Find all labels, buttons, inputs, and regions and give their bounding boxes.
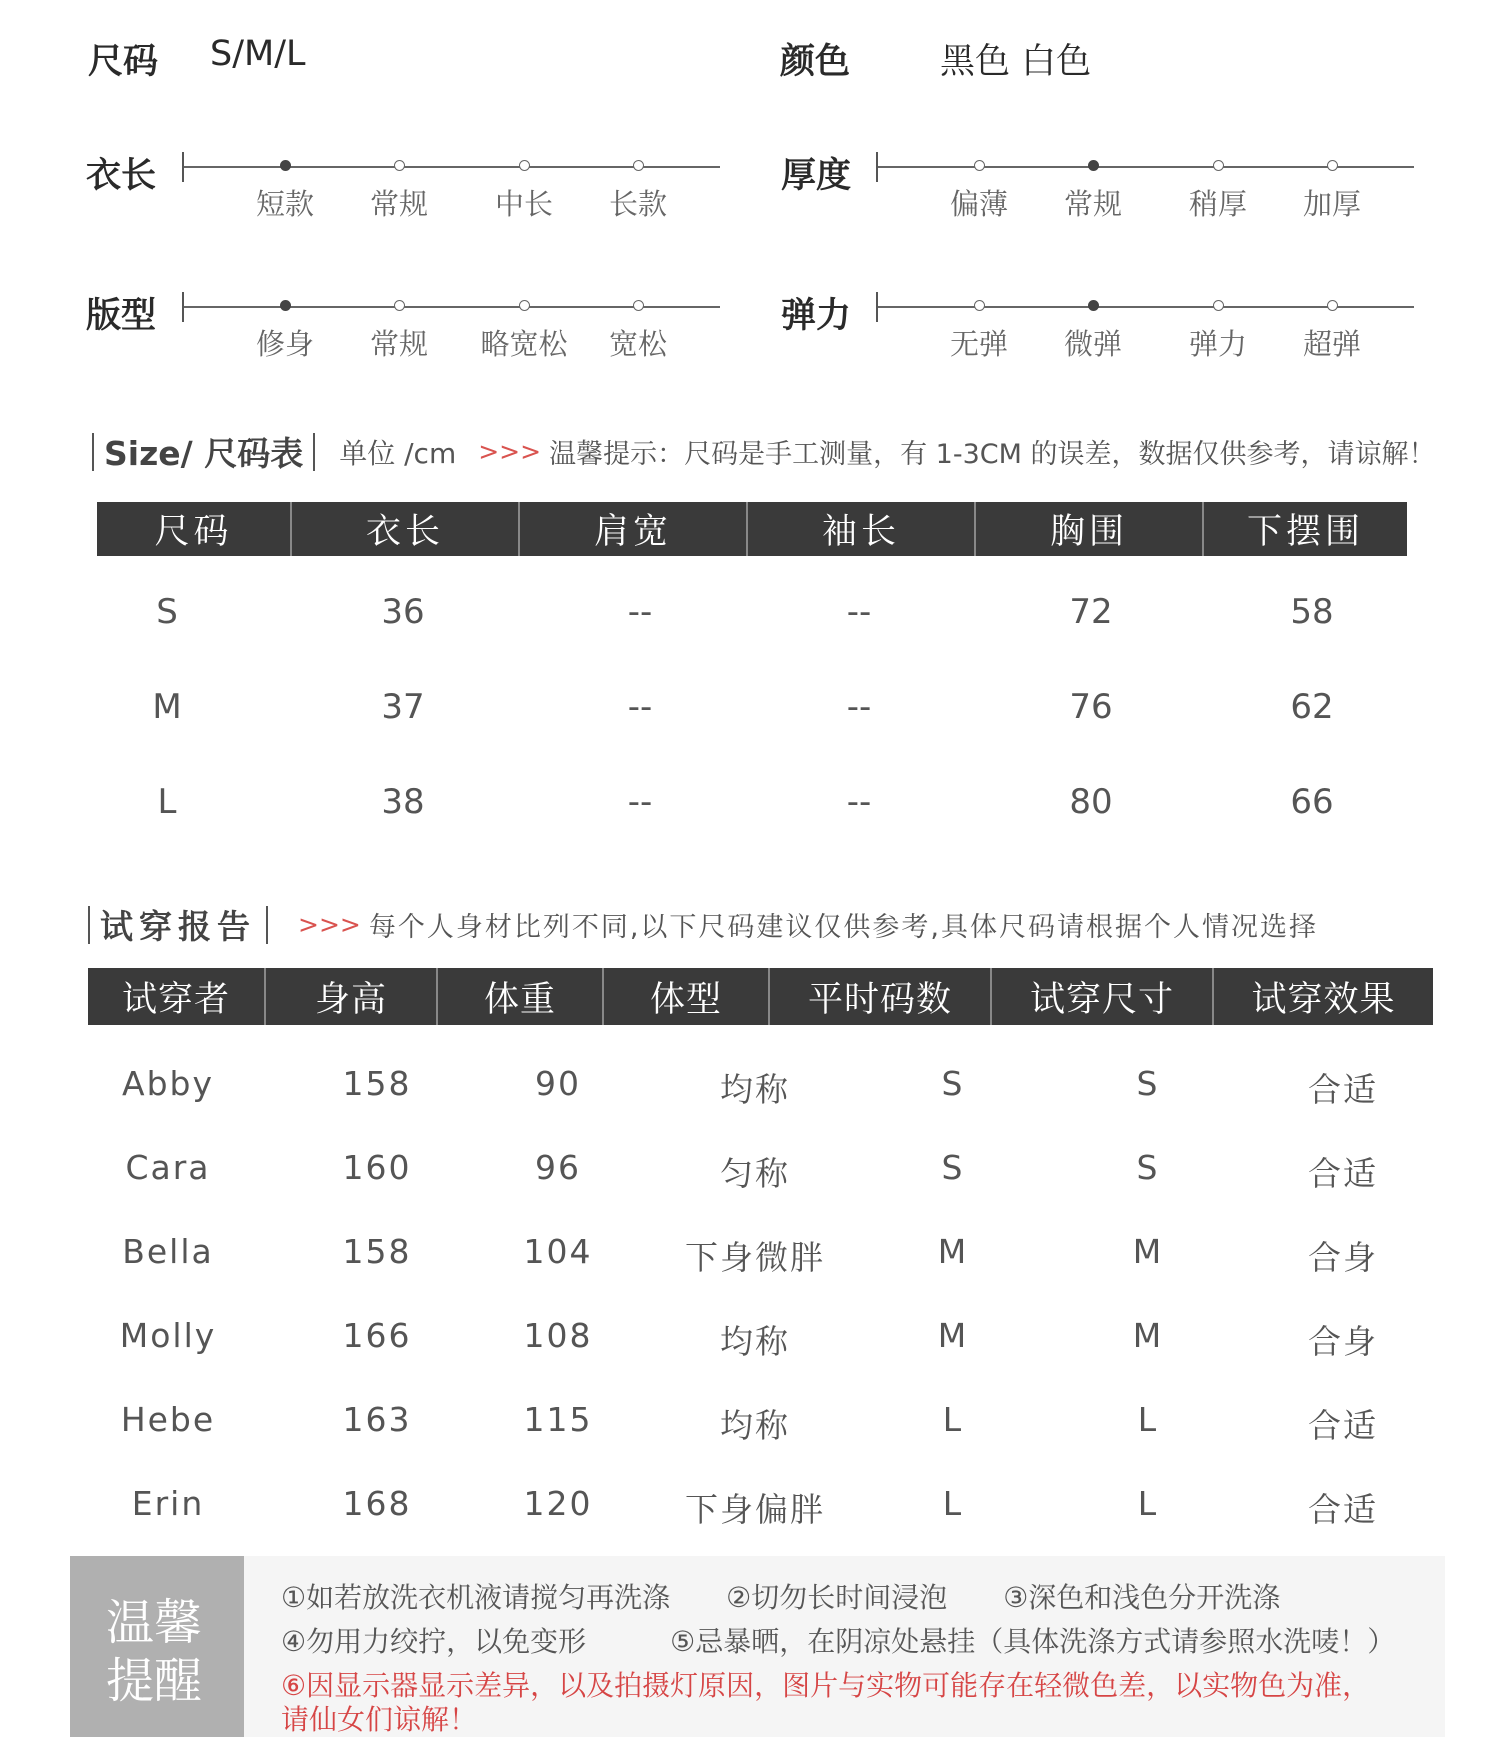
scale-option: 加厚 <box>1302 187 1361 221</box>
scale-dot <box>633 160 644 171</box>
scale-dot-selected <box>280 160 291 171</box>
trial-cell: Cara <box>125 1148 211 1187</box>
size-cell: 37 <box>381 687 425 727</box>
trial-header-cell: 试穿效果 <box>1251 979 1396 1020</box>
size-cell: -- <box>627 782 653 822</box>
trial-cell: M <box>1132 1232 1164 1271</box>
size-cell: 72 <box>1069 592 1113 632</box>
size-cell: 66 <box>1290 782 1334 822</box>
scale-label: 弹力 <box>781 296 852 336</box>
trial-cell: Abby <box>122 1064 214 1103</box>
trial-cell: 下身偏胖 <box>685 1490 825 1529</box>
trial-cell: Bella <box>122 1232 214 1271</box>
trial-cell: S <box>941 1064 965 1103</box>
trial-cell: 下身微胖 <box>685 1238 825 1277</box>
scale-dot-selected <box>1088 300 1099 311</box>
scale-option: 超弹 <box>1302 327 1361 361</box>
size-cell: -- <box>846 592 872 632</box>
pipe-left <box>92 433 94 471</box>
trial-cell: S <box>941 1148 965 1187</box>
care-side-title <box>70 1556 244 1737</box>
trial-cell: L <box>942 1400 964 1439</box>
scale-option: 弹力 <box>1188 327 1247 361</box>
scale-dot-selected <box>1088 160 1099 171</box>
size-header-cell: 下摆围 <box>1246 512 1364 552</box>
size-header-cell: 胸围 <box>976 502 1204 556</box>
color-attr-value: 黑色 白色 <box>940 42 1092 82</box>
trial-cell: Hebe <box>120 1400 216 1439</box>
scale-option: 中长 <box>494 187 553 221</box>
size-cell: 76 <box>1069 687 1113 727</box>
scale-option: 略宽松 <box>480 327 568 361</box>
scale-dot <box>1327 160 1338 171</box>
scale-dot <box>394 300 405 311</box>
trial-cell: Erin <box>131 1484 205 1523</box>
size-attr-value: S/M/L <box>210 34 306 74</box>
scale-option: 稍厚 <box>1188 187 1247 221</box>
trial-header-cell: 平时码数 <box>770 968 992 1025</box>
trial-cell: 匀称 <box>720 1154 790 1193</box>
trial-cell: 合适 <box>1308 1490 1378 1529</box>
scale-label: 衣长 <box>86 156 157 196</box>
scale-option: 修身 <box>255 327 314 361</box>
scale-track <box>876 292 1414 362</box>
scale-option: 宽松 <box>608 327 667 361</box>
arrow-icon: >>> <box>478 437 542 466</box>
scale-option: 常规 <box>369 327 428 361</box>
trial-cell: 均称 <box>720 1322 790 1361</box>
trial-header-cell: 身高 <box>266 968 438 1025</box>
size-table-header <box>97 502 1407 556</box>
size-header-cell: 袖长 <box>748 502 976 556</box>
scale-track <box>182 292 720 362</box>
size-header-cell: 衣长 <box>292 502 520 556</box>
pipe-right <box>313 433 315 471</box>
scale-dot <box>394 160 405 171</box>
trial-section-title: 试穿报告 <box>100 907 256 946</box>
scale-option: 无弹 <box>949 327 1008 361</box>
care-line-1: ①如若放洗衣机液请搅匀再洗涤 ②切勿长时间浸泡 ③深色和浅色分开洗涤 <box>281 1581 1281 1614</box>
scale-option: 常规 <box>1063 187 1122 221</box>
trial-cell: 160 <box>342 1148 412 1187</box>
size-header-cell: 肩宽 <box>520 502 748 556</box>
trial-cell: 158 <box>342 1064 412 1103</box>
trial-header-cell: 试穿者 <box>88 968 266 1025</box>
trial-cell: 均称 <box>720 1070 790 1109</box>
trial-cell: 115 <box>523 1400 593 1439</box>
trial-cell: 104 <box>523 1232 593 1271</box>
scale-option: 长款 <box>608 187 667 221</box>
size-unit: 单位 /cm <box>339 436 457 470</box>
size-cell: -- <box>627 592 653 632</box>
scale-track <box>876 152 1414 222</box>
trial-cell: S <box>1136 1064 1160 1103</box>
care-side-text: 温馨提醒 <box>106 1595 203 1709</box>
trial-header-cell: 试穿尺寸 <box>992 968 1214 1025</box>
trial-cell: 合身 <box>1308 1322 1378 1361</box>
trial-cell: 166 <box>342 1316 412 1355</box>
trial-cell: 96 <box>535 1148 581 1187</box>
trial-cell: 158 <box>342 1232 412 1271</box>
scale-track <box>182 152 720 222</box>
trial-cell: M <box>1132 1316 1164 1355</box>
size-cell: -- <box>627 687 653 727</box>
trial-cell: S <box>1136 1148 1160 1187</box>
care-reminder-box <box>70 1556 1445 1737</box>
scale-dot <box>519 300 530 311</box>
trial-note: 每个人身材比列不同,以下尺码建议仅供参考,具体尺码请根据个人情况选择 <box>368 912 1319 943</box>
scale-dot <box>974 300 985 311</box>
color-attr-label: 颜色 <box>780 42 851 82</box>
pipe-right <box>266 906 268 944</box>
trial-cell: 合适 <box>1308 1406 1378 1445</box>
trial-header-cell: 体型 <box>604 968 770 1025</box>
size-note: 温馨提示：尺码是手工测量，有 1-3CM 的误差，数据仅供参考，请谅解！ <box>549 439 1436 470</box>
trial-cell: M <box>937 1316 969 1355</box>
care-line-4: 请仙女们谅解！ <box>281 1703 478 1736</box>
care-line-3: ⑥因显示器显示差异，以及拍摄灯原因，图片与实物可能存在轻微色差，以实物色为准， <box>281 1669 1371 1702</box>
trial-header-cell: 体重 <box>438 968 604 1025</box>
size-section-header <box>92 428 1436 475</box>
scale-option: 微弹 <box>1063 327 1122 361</box>
trial-cell: 168 <box>342 1484 412 1523</box>
size-cell: S <box>156 592 178 632</box>
care-line-2: ④勿用力绞拧，以免变形 ⑤忌暴晒，在阴凉处悬挂（具体洗涤方式请参照水洗唛！） <box>281 1625 1396 1658</box>
scale-label: 厚度 <box>781 156 852 196</box>
trial-table-header <box>88 968 1433 1025</box>
pipe-left <box>88 906 90 944</box>
scale-dot <box>1213 160 1224 171</box>
scale-option: 常规 <box>369 187 428 221</box>
size-cell: 58 <box>1290 592 1334 632</box>
trial-cell: 120 <box>523 1484 593 1523</box>
trial-cell: 90 <box>535 1064 581 1103</box>
size-cell: 62 <box>1290 687 1334 727</box>
size-cell: 36 <box>381 592 425 632</box>
scale-dot <box>1327 300 1338 311</box>
scale-dot <box>633 300 644 311</box>
size-cell: M <box>152 687 182 727</box>
scale-dot <box>1213 300 1224 311</box>
trial-cell: 108 <box>523 1316 593 1355</box>
size-section-title: Size/ 尺码表 <box>104 434 304 473</box>
trial-cell: Molly <box>119 1316 217 1355</box>
trial-section-header <box>88 901 1318 948</box>
trial-cell: 合适 <box>1308 1070 1378 1109</box>
scale-dot-selected <box>280 300 291 311</box>
trial-cell: M <box>937 1232 969 1271</box>
scale-option: 偏薄 <box>949 187 1008 221</box>
arrow-icon: >>> <box>298 910 361 939</box>
scale-dot <box>519 160 530 171</box>
scale-label: 版型 <box>86 296 157 336</box>
size-attr-label: 尺码 <box>88 42 159 82</box>
size-cell: -- <box>846 687 872 727</box>
scale-option: 短款 <box>255 187 314 221</box>
size-cell: -- <box>846 782 872 822</box>
size-header-cell: 尺码 <box>97 502 292 556</box>
trial-cell: 均称 <box>720 1406 790 1445</box>
trial-cell: 合身 <box>1308 1238 1378 1277</box>
size-cell: 80 <box>1069 782 1113 822</box>
trial-cell: 163 <box>342 1400 412 1439</box>
trial-cell: 合适 <box>1308 1154 1378 1193</box>
trial-cell: L <box>1137 1484 1159 1523</box>
trial-cell: L <box>942 1484 964 1523</box>
trial-cell: L <box>1137 1400 1159 1439</box>
scale-dot <box>974 160 985 171</box>
size-cell: 38 <box>381 782 425 822</box>
size-cell: L <box>157 782 177 822</box>
